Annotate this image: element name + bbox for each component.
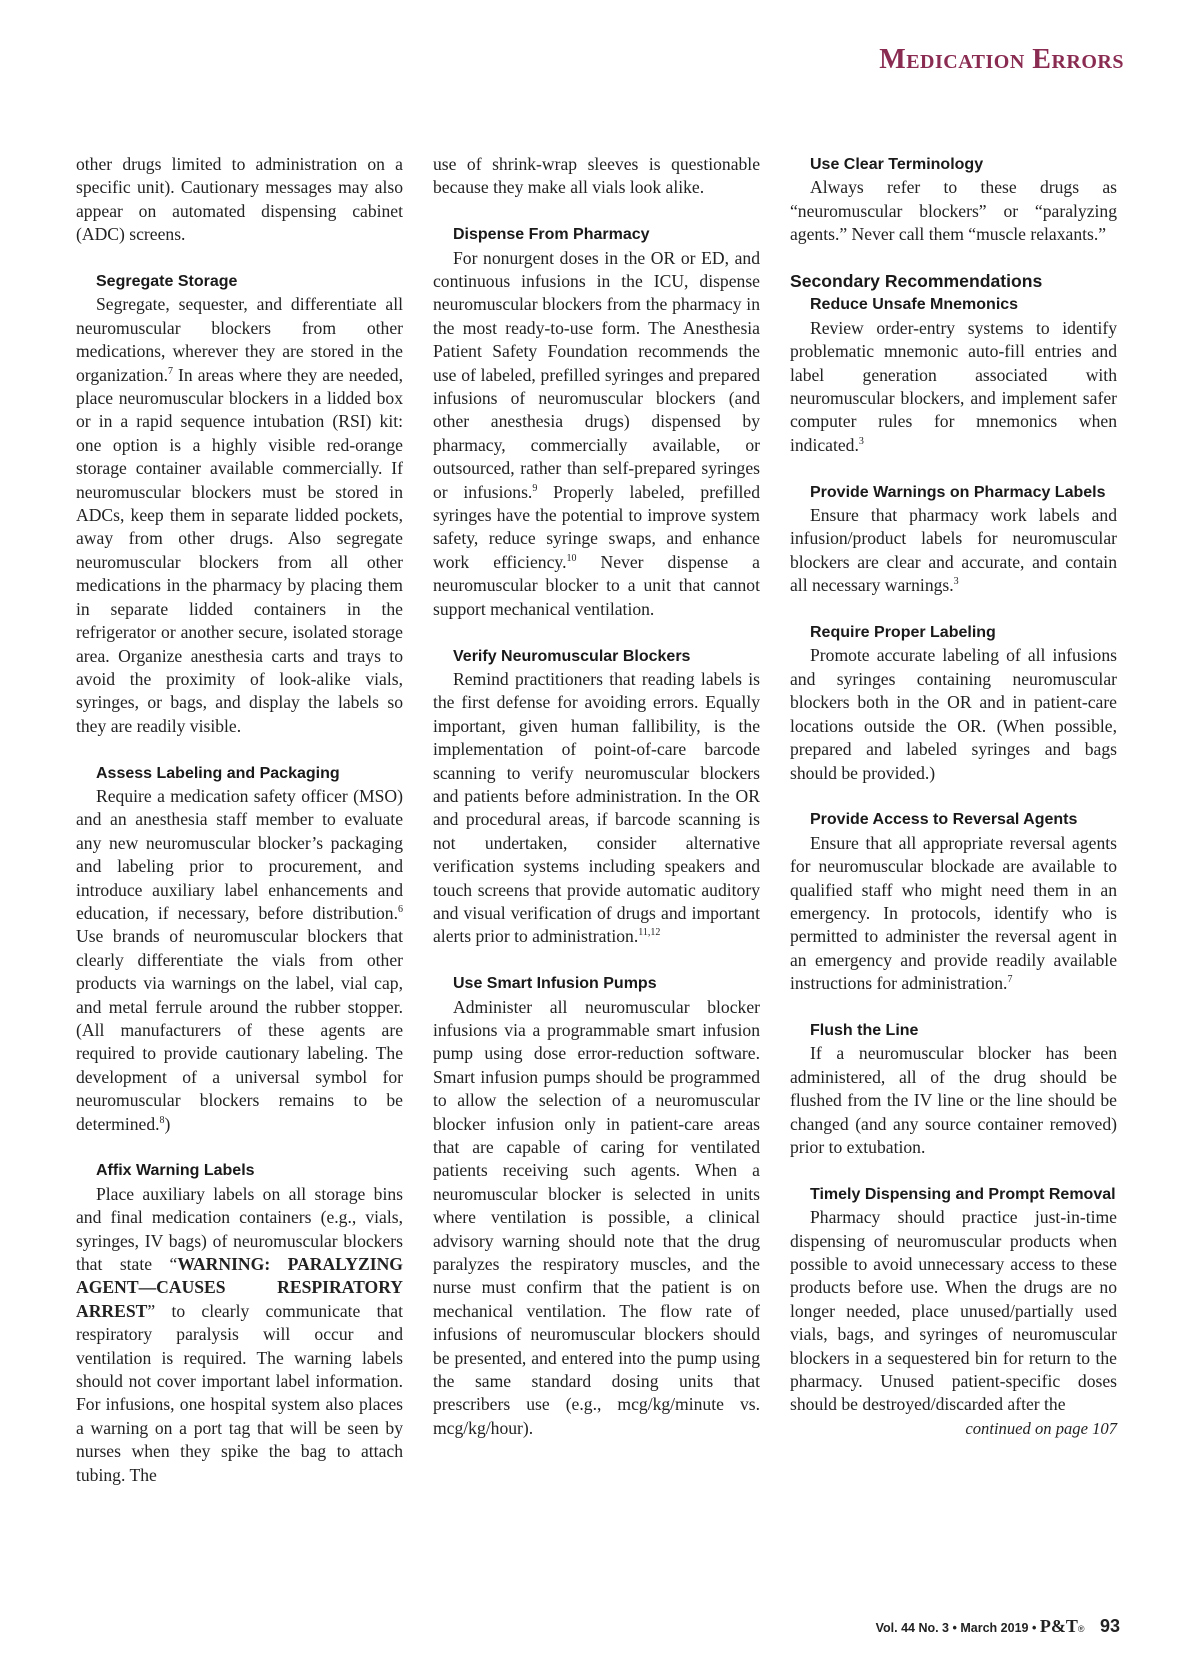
heading-timely-dispensing: Timely Dispensing and Prompt Removal — [810, 1185, 1116, 1203]
heading-secondary-recommendations: Secondary Recommendations — [790, 271, 1043, 292]
citation: 6 — [398, 904, 403, 916]
paragraph: Ensure that pharmacy work labels and infusion/product labels for neuromuscular blockers are clear and accurate, and contain all necessary warnings.$^3$ — [790, 505, 1117, 596]
heading-assess-labeling: Assess Labeling and Packaging — [96, 764, 340, 782]
heading-clear-terminology: Use Clear Terminology — [810, 156, 984, 173]
paragraph: Administer all neuromuscular blocker infusions via a programmable smart infusion pump using dose error-reduction software. Smart infusion pumps should be programmed to allow the selection of a neuromuscular blocker infusion only in patient-care areas that are capable of caring for ventilated patients receiving such agents. When a neuromuscular blocker is selected in units where ventilation is possible, a clinical advisory warning should note that the drug paralyzes the respiratory muscles, and the nurse must confirm that the patient is on mechanical ventilation. The flow rate of infusions of neuromuscular blockers should be presented, and entered into the pump using the same standard dosing units that prescribers use (e.g., mcg/kg/minute vs. mcg/kg/hour). — [433, 996, 760, 1438]
column-3 — [790, 153, 1117, 1440]
heading-dispense-from-pharmacy: Dispense From Pharmacy — [453, 226, 650, 244]
issue-date: March 2019 — [960, 1621, 1029, 1635]
page-footer: Vol. 44 No. 3 • March 2019 • P&T® 93 — [875, 1616, 1120, 1636]
paragraph: Remind practitioners that reading labels is the first defense for avoiding errors. Equally important, given human fallibility, is the implementation of point-of-care barcode scanning to verify neuromuscular blockers and patients before administration. In the OR and procedural areas, if barcode scanning is not undertaken, consider alternative verification systems including speakers and touch screens that provide automatic auditory and visual verification of drugs and important alerts prior to administration.$^{11,12}$ — [433, 668, 760, 947]
heading-verify-neuromuscular-blockers: Verify Neuromuscular Blockers — [453, 647, 691, 665]
citation: 7 — [168, 365, 174, 377]
heading-flush-the-line: Flush the Line — [810, 1021, 919, 1039]
paragraph: Always refer to these drugs as “neuromuscular blockers” or “paralyzing agents.” Never call them “muscle relaxants.” — [790, 177, 1117, 245]
citation: 3 — [858, 436, 864, 447]
paragraph: Require a medication safety officer (MSO) and an anesthesia staff member to evaluate any new neuromuscular blocker’s packaging and labeling prior to procurement, and introduce auxiliary label enhancements and education, if necessary, before distribution.$^6$ Use brands of neuromuscular blockers that clearly differentiate the vials from other products via warnings on the label, vial cap, and metal ferrule around the rubber stopper. (All manufacturers of these agents are required to provide cautionary labeling. The development of a universal symbol for neuromuscular blockers remains to be determined.$^8$) — [76, 785, 403, 1134]
paragraph: Segregate, sequester, and differentiate all neuromuscular blockers from other medications, wherever they are stored in the organization.$^7$ In areas where they are needed, place neuromuscular blockers in a lidded box or in a rapid sequence intubation (RSI) kit: one option is a highly visible red-orange storage container available commercially. If neuromuscular blockers must be stored in ADCs, keep them in separate lidded pockets, away from other drugs. Also segregate neuromuscular blockers from all other medications in the pharmacy by placing them in separate lidded containers in the refrigerator or another secure, isolated storage area. Organize anesthesia carts and trays to avoid the proximity of look-alike vials, syringes, or bags, and display the labels so they are readily visible. — [76, 294, 403, 736]
heading-smart-infusion-pumps: Use Smart Infusion Pumps — [453, 975, 657, 993]
heading-affix-warning-labels: Affix Warning Labels — [96, 1162, 255, 1180]
heading-pharmacy-label-warnings: Provide Warnings on Pharmacy Labels — [810, 483, 1106, 501]
continued-note: continued on page 107 — [965, 1418, 1117, 1438]
heading-reversal-agents: Provide Access to Reversal Agents — [810, 811, 1078, 829]
journal-name: P&T — [1039, 1616, 1078, 1636]
citation: 3 — [953, 576, 959, 588]
paragraph: Place auxiliary labels on all storage bins and final medication containers (e.g., vials, syringes, IV bags) of neuromuscular blockers that state “WARNING: PARALYZING AGENT—CAUSES RESPIRATORY ARREST” to clearly communicate that respiratory paralysis will occur and ventilation is required. The warning labels should not cover important label information. For infusions, one hospital system also places a warning on a port tag that will be seen by nurses when they spike the bag to attach tubing. The — [76, 1183, 403, 1485]
paragraph: Promote accurate labeling of all infusions and syringes containing neuromuscular blockers both in the OR and in patient-care locations outside the OR. (When possible, prepared and labeled syringes and bags should be provided.) — [790, 645, 1117, 783]
paragraph: other drugs limited to administration on a specific unit). Cautionary messages may also appear on automated dispensing cabinet (ADC) screens. — [76, 154, 403, 245]
section-title: Medication Errors — [879, 44, 1124, 75]
citation: 11,12 — [638, 927, 661, 939]
column-2 — [433, 153, 760, 1440]
paragraph: Pharmacy should practice just-in-time dispensing of neuromuscular products when possible to avoid unnecessary access to these products before use. When the drugs are no longer needed, place unused/partially used vials, bags, and syringes of neuromuscular blockers in a sequestered bin for return to the pharmacy. Unused patient-specific doses should be destroyed/discarded after the — [790, 1207, 1117, 1415]
paragraph: Review order-entry systems to identify problematic mnemonic auto-fill entries and label generation associated with neuromuscular blockers, and implement safer computer rules for mnemonics when indicated.$^3$ — [790, 317, 1117, 455]
paragraph: If a neuromuscular blocker has been administered, all of the drug should be flushed from the IV line or the line should be changed (and any source container removed) prior to extubation. — [790, 1043, 1117, 1157]
paragraph: Ensure that all appropriate reversal agents for neuromuscular blockade are available to qualified staff who might need them in an emergency. In protocols, identify who is permitted to administer the reversal agent in an emergency and provide readily available instructions for administration.$^7$ — [790, 832, 1117, 994]
citation: 8 — [159, 1114, 165, 1126]
heading-segregate-storage: Segregate Storage — [96, 273, 238, 291]
heading-require-proper-labeling: Require Proper Labeling — [810, 624, 996, 642]
column-1 — [76, 153, 403, 1487]
volume-issue: Vol. 44 No. 3 — [875, 1621, 950, 1635]
paragraph: use of shrink-wrap sleeves is questionable because they make all vials look alike. — [433, 154, 760, 198]
paragraph: For nonurgent doses in the OR or ED, and continuous infusions in the ICU, dispense neuromuscular blockers from the pharmacy in the most ready-to-use form. The Anesthesia Patient Safety Foundation recommends the use of labeled, prefilled syringes and prepared infusions of neuromuscular blockers (and other anesthesia drugs) dispensed by pharmacy, commercially available, or outsourced, rather than self-prepared syringes or infusions.$^9$ Properly labeled, prefilled syringes have the potential to improve system safety, reduce syringe swaps, and enhance work efficiency.$^{10}$ Never dispense a neuromuscular blocker to a unit that cannot support mechanical ventilation. — [433, 247, 761, 619]
page-number: 93 — [1099, 1616, 1120, 1636]
citation: 10 — [566, 553, 577, 565]
citation: 7 — [1007, 974, 1013, 986]
warning-text: WARNING: PARALYZING AGENT—CAUSES RESPIRATORY ARREST — [76, 1254, 403, 1321]
heading-reduce-unsafe-mnemonics: Reduce Unsafe Mnemonics — [810, 296, 1019, 314]
citation: 9 — [532, 482, 538, 494]
